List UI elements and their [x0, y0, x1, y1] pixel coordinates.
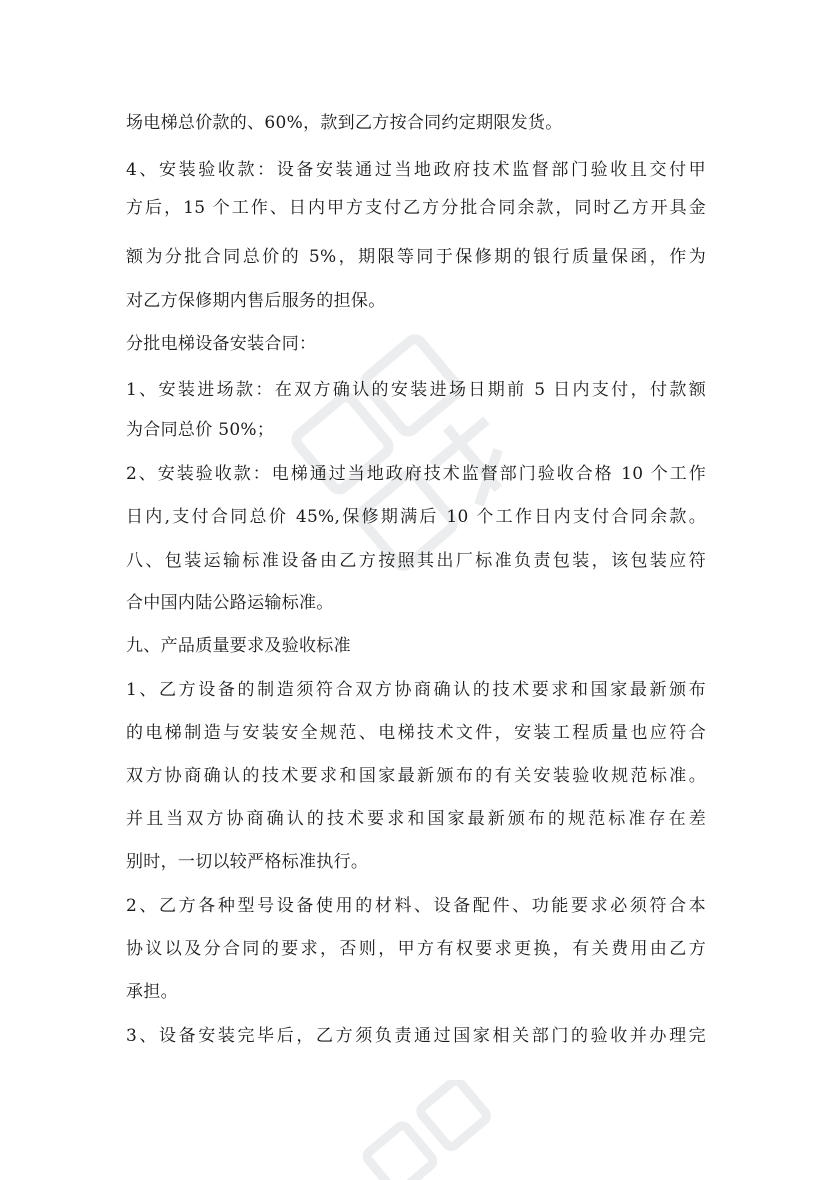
text-line: 日内,支付合同总价 45%,保修期满后 10 个工作日内支付合同余款。 — [126, 507, 706, 527]
text-line: 2、安装验收款：电梯通过当地政府技术监督部门验收合格 10 个工作 — [126, 464, 706, 484]
text-line: 额为分批合同总价的 5%，期限等同于保修期的银行质量保函，作为 — [126, 247, 706, 267]
text-line: 为合同总价 50%； — [126, 420, 275, 440]
text-line: 承担。 — [126, 982, 178, 1002]
text-line: 协议以及分合同的要求，否则，甲方有权要求更换，有关费用由乙方 — [126, 939, 706, 959]
text-line: 3、设备安装完毕后，乙方须负责通过国家相关部门的验收并办理完 — [126, 1026, 706, 1046]
text-line: 并且当双方协商确认的技术要求和国家最新颁布的规范标准存在差 — [126, 809, 706, 829]
section-heading: 九、产品质量要求及验收标准 — [126, 636, 351, 656]
text-line: 双方协商确认的技术要求和国家最新颁布的有关安装验收规范标准。 — [126, 766, 706, 786]
text-line: 的电梯制造与安装安全规范、电梯技术文件，安装工程质量也应符合 — [126, 723, 706, 743]
text-line: 方后，15 个工作、日内甲方支付乙方分批合同余款，同时乙方开具金 — [126, 198, 706, 218]
text-line: 对乙方保修期内售后服务的担保。 — [126, 291, 386, 311]
text-line: 1、乙方设备的制造须符合双方协商确认的技术要求和国家最新颁布 — [126, 680, 706, 700]
text-line: 合中国内陆公路运输标准。 — [126, 593, 334, 613]
text-line: 2、乙方各种型号设备使用的材料、设备配件、功能要求必须符合本 — [126, 896, 706, 916]
text-line: 场电梯总价款的、60%，款到乙方按合同约定期限发货。 — [126, 113, 563, 133]
text-line: 1、安装进场款：在双方确认的安装进场日期前 5 日内支付，付款额 — [126, 380, 706, 400]
section-heading: 分批电梯设备安装合同： — [126, 334, 317, 354]
text-line: 八、包装运输标准设备由乙方按照其出厂标准负责包装，该包装应符 — [126, 551, 706, 571]
text-line: 4、安装验收款：设备安装通过当地政府技术监督部门验收且交付甲 — [126, 160, 706, 180]
watermark-logo-bottom — [330, 1080, 530, 1180]
text-line: 别时，一切以较严格标准执行。 — [126, 852, 369, 872]
